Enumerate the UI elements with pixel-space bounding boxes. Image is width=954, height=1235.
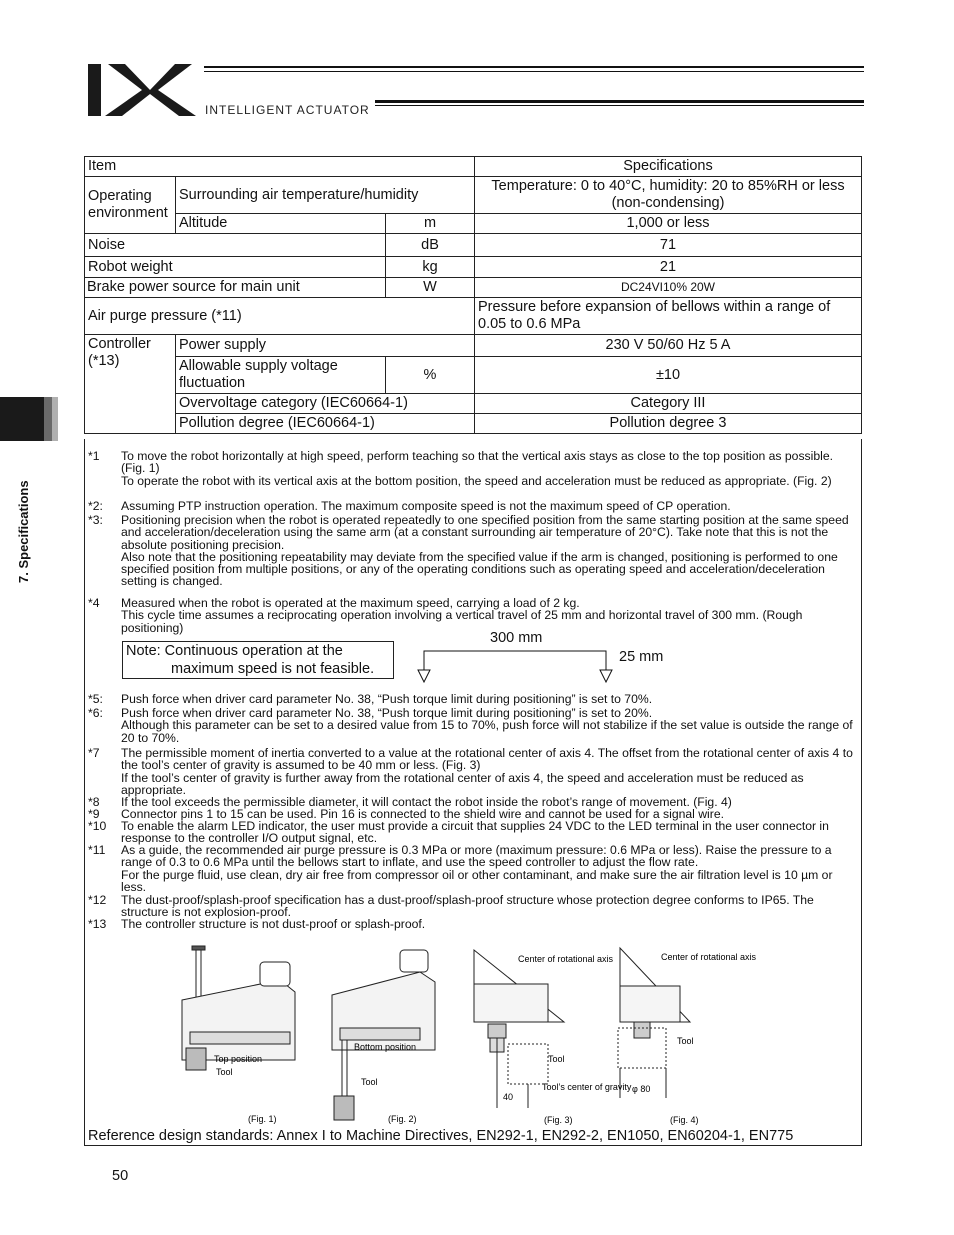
horizontal-travel-label: 300 mm <box>490 630 543 646</box>
table-cell: Pressure before expansion of bellows within a range of 0.05 to 0.6 MPa <box>475 298 862 335</box>
table-cell: W <box>386 278 475 298</box>
table-row <box>85 234 862 257</box>
table-cell: Noise <box>85 234 386 257</box>
table-cell: Temperature: 0 to 40°C, humidity: 20 to 85%RH or less (non-condensing) <box>475 177 862 214</box>
table-cell: Operating environment <box>85 177 176 234</box>
fig3-caption: (Fig. 3) <box>544 1115 573 1125</box>
table-cell: Brake power source for main unit <box>85 278 386 298</box>
table-cell: 71 <box>475 234 862 257</box>
fig4-dim-label: φ 80 <box>632 1084 651 1094</box>
reference-standards: Reference design standards: Annex I to Machine Directives, EN292-1, EN292-2, EN1050, EN60204-1, EN775 <box>88 1128 794 1144</box>
section-tab-shade <box>52 397 58 441</box>
table-row <box>85 357 862 394</box>
table-cell: DC24VI10% 20W <box>475 278 862 298</box>
table-header-spec: Specifications <box>475 157 862 177</box>
table-cell: 230 V 50/60 Hz 5 A <box>475 335 862 357</box>
table-row <box>85 157 862 177</box>
spec-table <box>84 156 862 434</box>
header-rule <box>375 105 864 106</box>
table-row <box>85 214 862 234</box>
table-row <box>85 298 862 335</box>
fig3-dim-label: 40 <box>503 1092 514 1102</box>
table-row <box>85 394 862 414</box>
table-row <box>85 257 862 278</box>
fig4-caption: (Fig. 4) <box>670 1115 699 1125</box>
fig3-cog-label: Tool’s center of gravity <box>542 1082 632 1092</box>
table-cell: 1,000 or less <box>475 214 862 234</box>
fig2-tool-label: Tool <box>361 1077 378 1087</box>
table-cell: Overvoltage category (IEC60664-1) <box>176 394 475 414</box>
table-cell: Allowable supply voltage fluctuation <box>176 357 386 394</box>
table-cell: Air purge pressure (*11) <box>85 298 475 335</box>
cycle-path-diagram <box>412 646 618 686</box>
table-cell: % <box>386 357 475 394</box>
fig4-tool-label: Tool <box>677 1036 694 1046</box>
fig2-bottom-label: Bottom position <box>354 1042 417 1052</box>
fig1-top-label: Top position <box>214 1054 263 1064</box>
table-cell: Category III <box>475 394 862 414</box>
table-cell: 21 <box>475 257 862 278</box>
table-header-item: Item <box>85 157 475 177</box>
table-cell: Altitude <box>176 214 386 234</box>
ix-logo <box>88 62 200 118</box>
table-cell: m <box>386 214 475 234</box>
table-cell: Controller (*13) <box>85 335 176 434</box>
fig2-robot-bottom <box>332 950 435 1120</box>
fig1-robot-top <box>182 946 295 1070</box>
section-label: 7. Specifications <box>16 480 31 583</box>
fig3-center-label: Center of rotational axis <box>518 954 614 964</box>
fig4-tool-diameter <box>618 948 690 1098</box>
table-cell: Surrounding air temperature/humidity <box>176 177 475 214</box>
table-cell: Pollution degree (IEC60664-1) <box>176 414 475 434</box>
table-cell: Power supply <box>176 335 475 357</box>
table-cell: kg <box>386 257 475 278</box>
fig4-center-label: Center of rotational axis <box>661 952 757 962</box>
fig3-tool-label: Tool <box>548 1054 565 1064</box>
fig1-caption: (Fig. 1) <box>248 1114 277 1124</box>
header-rule <box>204 71 864 72</box>
table-row <box>85 414 862 434</box>
table-cell: ±10 <box>475 357 862 394</box>
brand-subtitle: INTELLIGENT ACTUATOR <box>205 103 370 117</box>
cycle-note-box: Note: Continuous operation at the maximum speed is not feasible. <box>122 641 394 679</box>
table-row <box>85 278 862 298</box>
section-tab <box>0 397 44 441</box>
fig1-tool-label: Tool <box>216 1067 233 1077</box>
table-row <box>85 177 862 214</box>
table-cell: Robot weight <box>85 257 386 278</box>
page-number: 50 <box>112 1168 129 1184</box>
table-cell: dB <box>386 234 475 257</box>
robot-figures <box>90 940 850 1130</box>
fig2-caption: (Fig. 2) <box>388 1114 417 1124</box>
header-rule <box>375 100 864 103</box>
header-rule <box>204 66 864 68</box>
section-tab-shade <box>44 397 52 441</box>
table-row <box>85 335 862 357</box>
table-cell: Pollution degree 3 <box>475 414 862 434</box>
vertical-travel-label: 25 mm <box>619 649 664 665</box>
